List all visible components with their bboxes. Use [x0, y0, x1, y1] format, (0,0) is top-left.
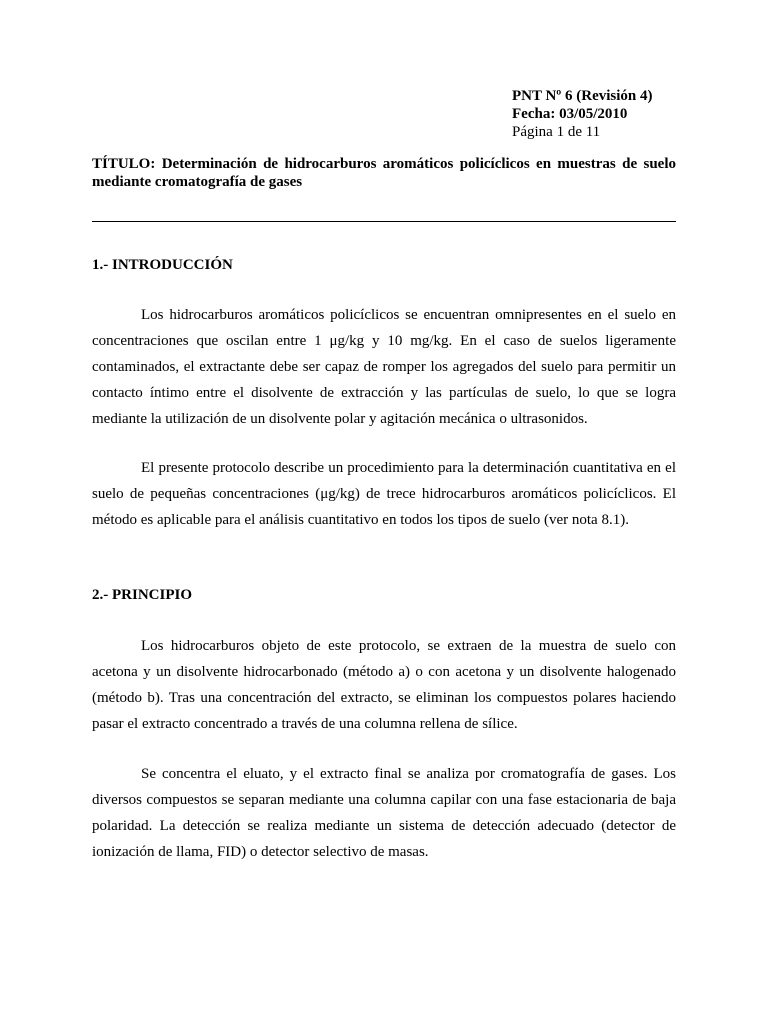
paragraph-intro-1: Los hidrocarburos aromáticos policíclicos se encuentran omnipresentes en el suelo en concentraciones que oscilan entre 1 μg/kg y 10 mg/kg. En el caso de suelos ligeramente contaminados, el extractante debe ser capaz de romper los agregados del suelo para permitir un contacto íntimo entre el disolvente de extracción y las partículas de suelo, lo que se logra mediante la utilización de un disolvente polar y agitación mecánica o ultrasonidos. [92, 307, 676, 427]
title-divider [92, 221, 676, 222]
section-heading-introduccion: 1.- INTRODUCCIÓN [92, 257, 233, 273]
paragraph-intro-2: El presente protocolo describe un procedimiento para la determinación cuantitativa en el suelo de pequeñas concentraciones (μg/kg) de trece hidrocarburos aromáticos policíclicos. El método es aplicable para el análisis cuantitativo en todos los tipos de suelo (ver nota 8.1). [92, 460, 676, 528]
paragraph-principio-1: Los hidrocarburos objeto de este protocolo, se extraen de la muestra de suelo con acetona y un disolvente hidrocarbonado (método a) o con acetona y un disolvente halogenado (método b). Tras una concentración del extracto, se eliminan los compuestos polares haciendo pasar el extracto concentrado a través de una columna rellena de sílice. [92, 638, 676, 732]
document-header [512, 87, 653, 141]
document-title: TÍTULO: Determinación de hidrocarburos aromáticos policíclicos en muestras de suelo mediante cromatografía de gases [92, 156, 676, 190]
paragraph-principio-2: Se concentra el eluato, y el extracto final se analiza por cromatografía de gases. Los diversos compuestos se separan mediante una columna capilar con una fase estacionaria de baja polaridad. La detección se realiza mediante un sistema de detección adecuado (detector de ionización de llama, FID) o detector selectivo de masas. [92, 766, 676, 860]
page-number: Página 1 de 11 [512, 124, 601, 140]
document-date: Fecha: 03/05/2010 [512, 106, 628, 122]
pnt-number: PNT Nº 6 (Revisión 4) [512, 88, 653, 104]
section-heading-principio: 2.- PRINCIPIO [92, 587, 192, 603]
